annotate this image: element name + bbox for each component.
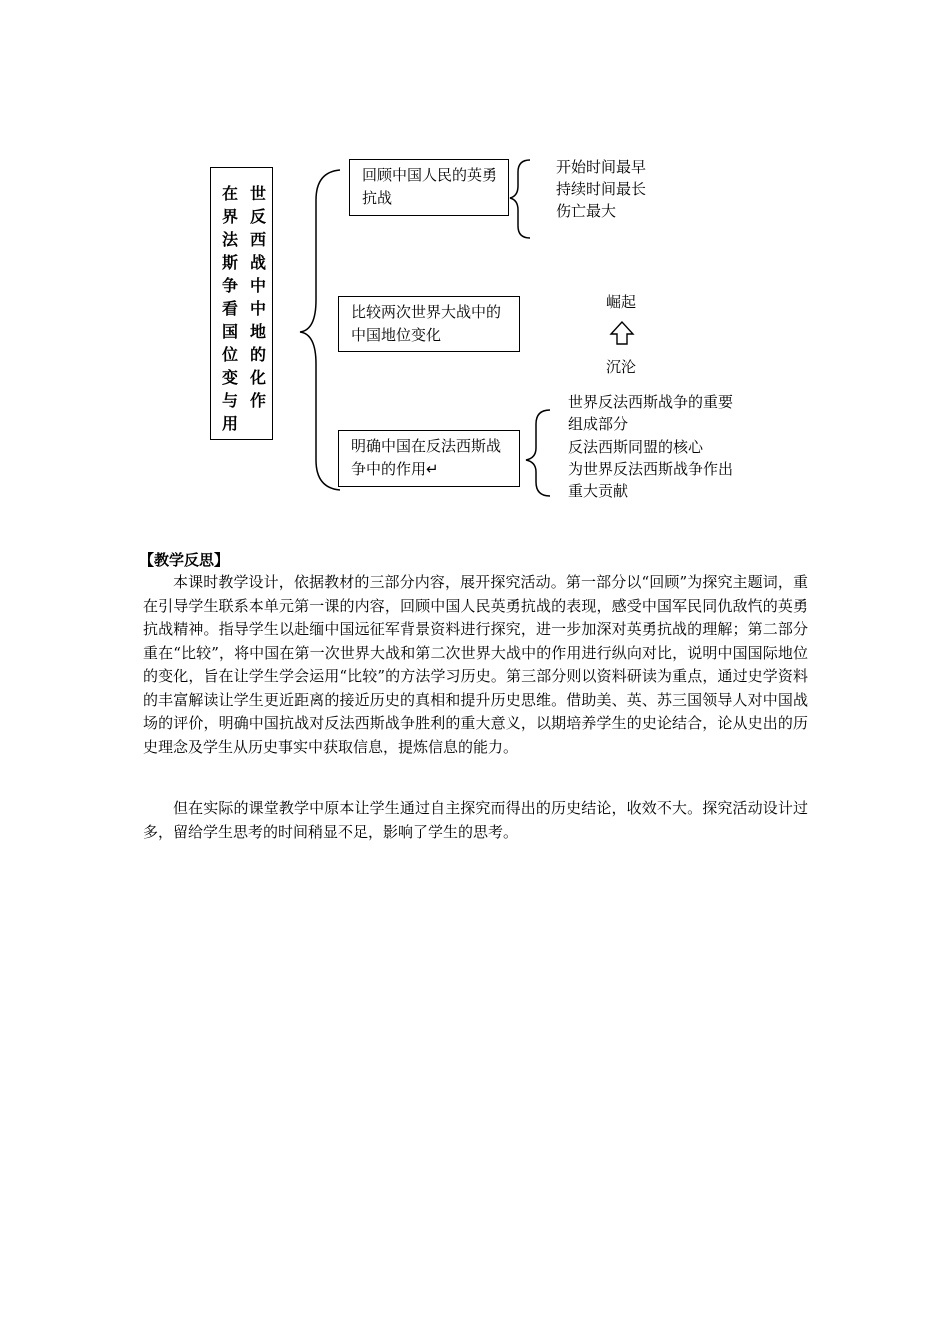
topic-box-review: 回顾中国人民的英勇抗战 — [349, 159, 509, 216]
main-brace — [300, 170, 340, 490]
reflection-heading: 【教学反思】 — [139, 551, 230, 569]
title-left-column: 在界法斯争看国位变与用 — [221, 184, 238, 433]
brace-topic-1 — [510, 160, 530, 238]
reflection-paragraph-1: 本课时教学设计，依据教材的三部分内容，展开探究活动。第一部分以“回顾”为探究主题词，重在引导学生联系本单元第一课的内容，回顾中国人民英勇抗战的表现，感受中国军民同仇敌忾的英勇抗战精神。指导学生以赴缅中国远征军背景资料进行探究，进一步加深对英勇抗战的理解；第二部分重在“比较”，将中国在第一次世界大战和第二次世界大战中的作用进行纵向对比，说明中国国际地位的变化，旨在让学生学会运用“比较”的方法学习历史。第三部分则以资料研读为重点，通过史学资料的丰富解读让学生更近距离的接近历史的真相和提升历史思维。借助美、英、苏三国领导人对中国战场的评价，明确中国抗战对反法西斯战争胜利的重大意义，以期培养学生的史论结合，论从史出的历史理念及学生从历史事实中获取信息，提炼信息的能力。 — [143, 573, 808, 756]
note-decline: 沉沦 — [606, 358, 637, 376]
topic-box-role: 明确中国在反法西斯战争中的作用↵ — [338, 430, 520, 487]
concept-diagram — [0, 0, 950, 520]
title-right-column: 世反西战中中地的化作 — [249, 184, 266, 410]
note-role-1: 世界反法西斯战争的重要 — [568, 393, 734, 411]
note-rise: 崛起 — [606, 293, 637, 311]
note-role-4: 为世界反法西斯战争作出 — [568, 460, 734, 478]
diagram-title-box — [210, 167, 273, 440]
brace-topic-3 — [526, 410, 550, 496]
topic-box-compare: 比较两次世界大战中的中国地位变化 — [338, 296, 520, 352]
note-earliest: 开始时间最早 — [556, 158, 647, 176]
note-role-3: 反法西斯同盟的核心 — [568, 438, 704, 456]
note-role-2: 组成部分 — [568, 415, 629, 433]
note-longest: 持续时间最长 — [556, 180, 647, 198]
note-casualties: 伤亡最大 — [556, 202, 617, 220]
up-arrow-icon — [611, 322, 633, 344]
reflection-paragraph-2: 但在实际的课堂教学中原本让学生通过自主探究而得出的历史结论，收效不大。探究活动设计过多，留给学生思考的时间稍显不足，影响了学生的思考。 — [143, 799, 808, 841]
note-role-5: 重大贡献 — [568, 482, 629, 500]
